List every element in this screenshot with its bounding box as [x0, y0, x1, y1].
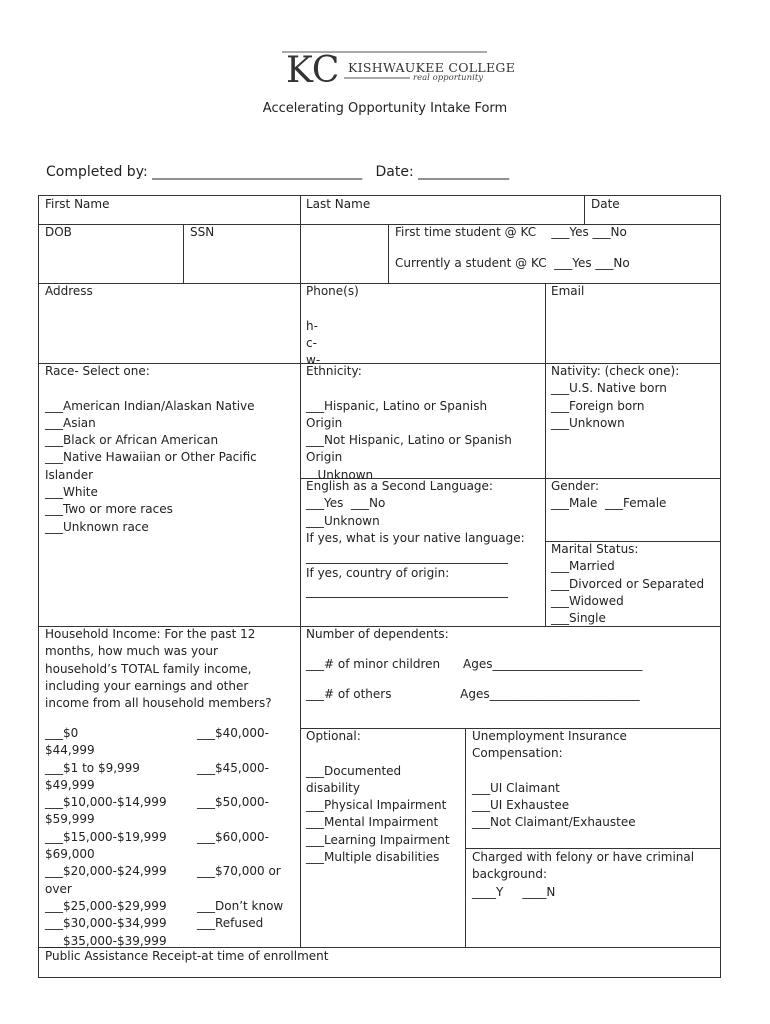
income-options-right[interactable]: ___$40,000- ___$45,000- ___$50,000- ___$60,000- ___$70,000 or ___Don’t know ___Refused [197, 726, 284, 931]
felony-question[interactable]: Charged with felony or have criminal background: ____Y ____N [472, 850, 695, 899]
email-label: Email [551, 284, 585, 298]
esl-options[interactable]: English as a Second Language: ___Yes ___No ___Unknown If yes, what is your native language: [306, 479, 525, 545]
dob-label: DOB [45, 225, 72, 239]
household-income-question: Household Income: For the past 12 months, how much was your household’s TOTAL family income, including your earnings and other income from all household members? [45, 627, 272, 711]
logo-initials: KC [286, 50, 340, 88]
ssn-label: SSN [190, 225, 215, 239]
public-assistance-label: Public Assistance Receipt-at time of enrollment [45, 949, 329, 963]
country-of-origin-line[interactable] [306, 597, 508, 598]
form-title: Accelerating Opportunity Intake Form [262, 101, 508, 116]
last-name-label: Last Name [306, 197, 371, 211]
college-name: KISHWAUKEE COLLEGE [348, 60, 516, 75]
first-name-label: First Name [45, 197, 110, 211]
completed-by-line[interactable]: Completed by: ______________________________ Date: _____________ [46, 164, 510, 180]
race-options[interactable]: Race- Select one: ___American Indian/Alaskan Native ___Asian ___Black or African American ___Native Hawaiian or Other Pacific Islander ___White ___Two or more races ___Unknown race [45, 364, 257, 534]
marital-status-options[interactable]: Marital Status: ___Married ___Divorced or Separated ___Widowed ___Single [551, 542, 705, 626]
phones-label: Phone(s) h- c- w- [306, 284, 359, 368]
gender-options[interactable]: Gender: ___Male ___Female [551, 479, 667, 511]
ethnicity-options[interactable]: Ethnicity: ___Hispanic, Latino or Spanish Origin ___Not Hispanic, Latino or Spanish Origin Unknown [306, 364, 512, 482]
first-time-student-question[interactable]: First time student @ KC ___Yes ___No [395, 225, 627, 239]
minor-children-field[interactable]: ___# of minor children Ages_________________________ [306, 657, 643, 671]
other-dependents-field[interactable]: ___# of others Ages_________________________ [306, 687, 640, 701]
college-tagline: real opportunity [413, 73, 484, 83]
optional-disability-options[interactable]: Optional: ___Documented disability ___Physical Impairment ___Mental Impairment ___Learning Impairment ___Multiple disabilities [306, 729, 450, 865]
country-of-origin-label: If yes, country of origin: [306, 566, 450, 580]
college-logo [282, 48, 516, 88]
income-options-left[interactable]: ___$0 $44,999 ___$1 to $9,999 $49,999 ___$10,000-$14,999 $59,999 ___$15,000-$19,999 $69,000 ___$20,000-$24,999 over ___$25,000-$29,999 ___$30,000-$34,999 ___$35,000-$39,999 [45, 726, 167, 948]
currently-student-question[interactable]: Currently a student @ KC ___Yes ___No [395, 256, 630, 270]
nativity-options[interactable]: Nativity: (check one): ___U.S. Native born ___Foreign born ___Unknown [551, 364, 680, 430]
unemployment-insurance-options[interactable]: Unemployment Insurance Compensation: ___UI Claimant ___UI Exhaustee ___Not Claimant/Exhaustee [472, 729, 636, 830]
native-language-line[interactable] [306, 563, 508, 564]
dependents-title: Number of dependents: [306, 627, 449, 641]
date-label: Date [591, 197, 620, 211]
address-label: Address [45, 284, 93, 298]
